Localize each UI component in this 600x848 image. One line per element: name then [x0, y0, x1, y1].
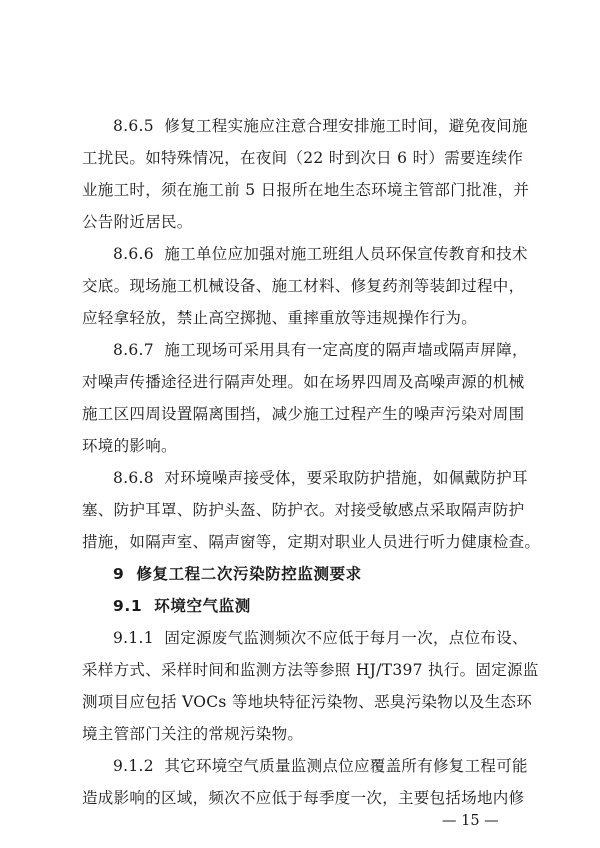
page-number: — 15 —	[442, 813, 499, 829]
paragraph-8-6-7-line-1: 8.6.7 施工现场可采用具有一定高度的隔声墙或隔声屏障，	[113, 341, 528, 359]
paragraph-8-6-8-line-1: 8.6.8 对环境噪声接受体，要采取防护措施，如佩戴防护耳	[113, 469, 528, 487]
paragraph-8-6-7-line-3: 施工区四周设置隔离围挡，减少施工过程产生的噪声污染对周围	[82, 405, 525, 423]
paragraph-8-6-6-line-1: 8.6.6 施工单位应加强对施工班组人员环保宣传教育和技术	[113, 245, 528, 263]
paragraph-9-1-1-line-1: 9.1.1 固定源废气监测频次不应低于每月一次，点位布设、	[113, 629, 528, 647]
paragraph-8-6-5-line-4: 公告附近居民。	[82, 213, 193, 231]
paragraph-8-6-5-line-3: 业施工时，须在施工前 5 日报所在地生态环境主管部门批准，并	[82, 181, 530, 199]
paragraph-9-1-2-line-1: 9.1.2 其它环境空气质量监测点位应覆盖所有修复工程可能	[113, 757, 528, 775]
paragraph-8-6-7-line-4: 环境的影响。	[82, 437, 177, 455]
paragraph-9-1-1-line-4: 境主管部门关注的常规污染物。	[82, 725, 304, 743]
subsection-heading: 9.1 环境空气监测	[113, 597, 251, 615]
paragraph-9-1-1-line-3: 测项目应包括 VOCs 等地块特征污染物、恶臭污染物以及生态环	[82, 693, 533, 711]
paragraph-8-6-8-line-2: 塞、防护耳罩、防护头盔、防护衣。对接受敏感点采取隔声防护	[82, 501, 525, 519]
paragraph-9-1-1-line-2: 采样方式、采样时间和监测方法等参照 HJ/T397 执行。固定源监	[82, 661, 539, 679]
paragraph-9-1-2-line-2: 造成影响的区域，频次不应低于每季度一次，主要包括场地内修	[82, 789, 525, 807]
section-heading: 9 修复工程二次污染防控监测要求	[113, 565, 362, 583]
paragraph-8-6-6-line-3: 应轻拿轻放，禁止高空掷抛、重摔重放等违规操作行为。	[82, 309, 478, 327]
paragraph-8-6-5-line-2: 工扰民。如特殊情况，在夜间（22 时到次日 6 时）需要连续作	[82, 149, 524, 167]
paragraph-8-6-7-line-2: 对噪声传播途径进行隔声处理。如在场界四周及高噪声源的机械	[82, 373, 525, 391]
paragraph-8-6-6-line-2: 交底。现场施工机械设备、施工材料、修复药剂等装卸过程中，	[82, 277, 525, 295]
paragraph-8-6-5-line-1: 8.6.5 修复工程实施应注意合理安排施工时间，避免夜间施	[113, 117, 528, 135]
paragraph-8-6-8-line-3: 措施，如隔声室、隔声窗等，定期对职业人员进行听力健康检查。	[82, 533, 541, 551]
